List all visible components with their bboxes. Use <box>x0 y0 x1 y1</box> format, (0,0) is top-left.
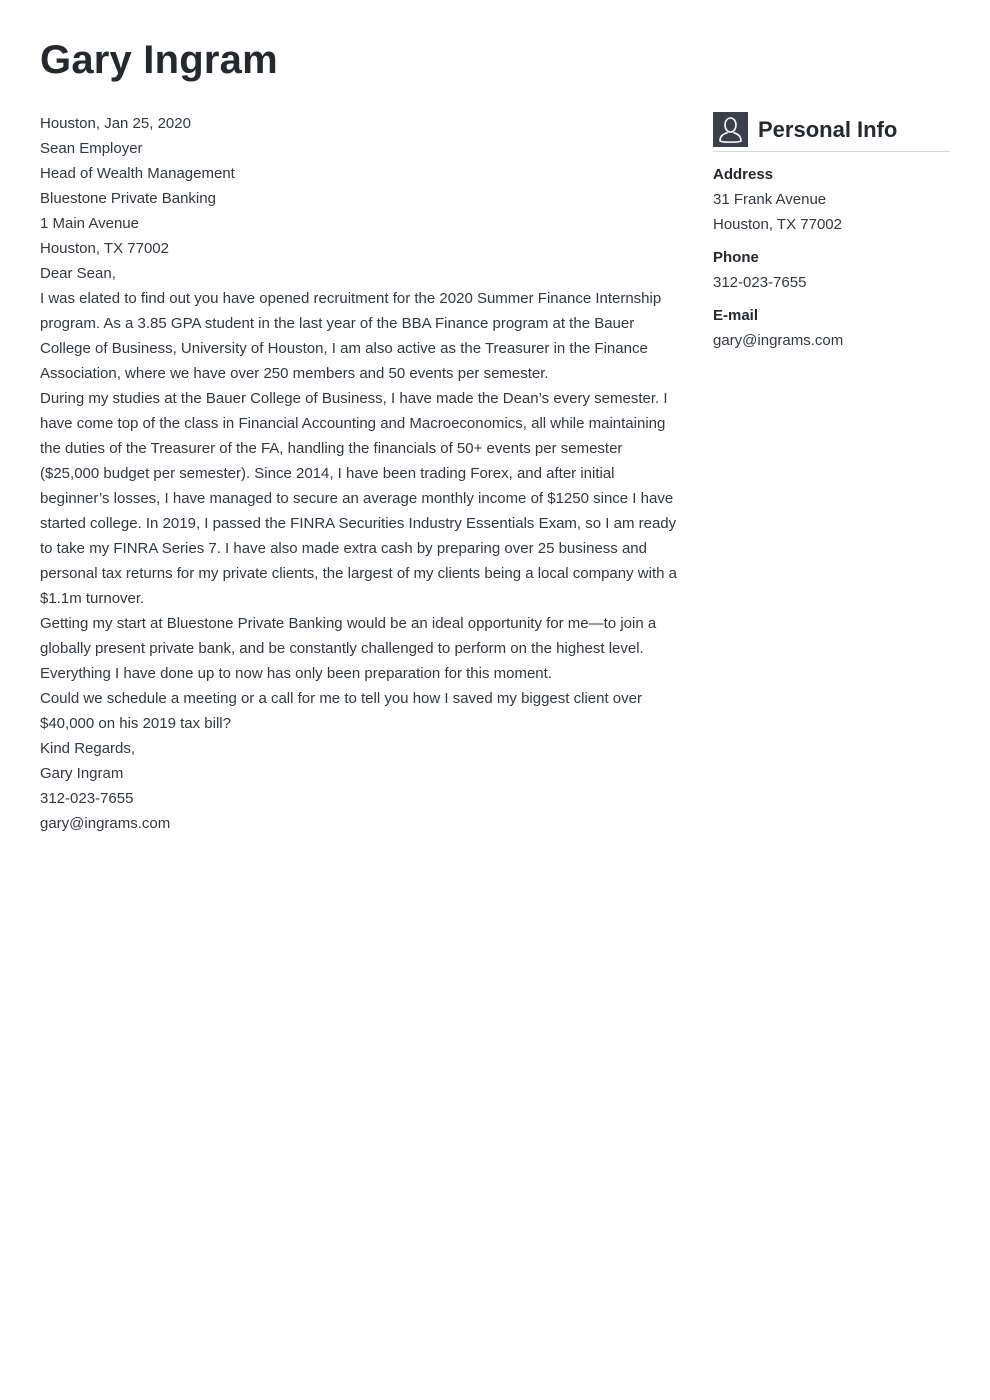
recipient-line: Sean Employer <box>40 140 143 157</box>
recipient-line: Head of Wealth Management <box>40 165 235 182</box>
person-icon <box>713 112 748 147</box>
phone-group <box>713 245 950 295</box>
address-line: 31 Frank Avenue <box>713 191 827 208</box>
address-group <box>713 162 950 237</box>
email-group <box>713 303 950 353</box>
recipient-line: Houston, TX 77002 <box>40 240 169 257</box>
recipient-line: Bluestone Private Banking <box>40 190 216 207</box>
personal-info-header <box>713 112 950 152</box>
personal-info-sidebar <box>713 112 950 353</box>
letter-paragraph: Getting my start at Bluestone Private Banking would be an ideal opportunity for me—to join a globally present private bank, and be constantly challenged to perform on the highest level. Everything I have done up to now has only been preparation for this moment. <box>40 615 657 682</box>
footer-email: gary@ingrams.com <box>40 815 171 832</box>
letter-body <box>40 111 680 836</box>
personal-info-title: Personal Info <box>758 117 898 142</box>
letter-paragraph: I was elated to find out you have opened recruitment for the 2020 Summer Finance Internship program. As a 3.85 GPA student in the last year of the BBA Finance program at the Bauer College of Business, University of Houston, I am also active as the Treasurer in the Finance Association, where we have over 250 members and 50 events per semester. <box>40 290 662 382</box>
salutation: Dear Sean, <box>40 265 116 282</box>
email-label: E-mail <box>713 307 759 324</box>
phone-value: 312-023-7655 <box>713 274 807 291</box>
footer-phone: 312-023-7655 <box>40 790 134 807</box>
signature-name: Gary Ingram <box>40 765 124 782</box>
letter-contact <box>40 786 680 836</box>
recipient-address <box>40 136 680 261</box>
closing-phrase: Kind Regards, <box>40 740 136 757</box>
recipient-line: 1 Main Avenue <box>40 215 139 232</box>
letter-closing <box>40 736 680 786</box>
address-label: Address <box>713 166 774 183</box>
letter-paragraph: Could we schedule a meeting or a call for me to tell you how I saved my biggest client over $40,000 on his 2019 tax bill? <box>40 690 642 732</box>
address-line: Houston, TX 77002 <box>713 216 842 233</box>
email-value: gary@ingrams.com <box>713 332 844 349</box>
letter-paragraph: During my studies at the Bauer College of Business, I have made the Dean’s every semester. I have come top of the class in Financial Accounting and Macroeconomics, all while maintaining the duties of the Treasurer of the FA, handling the financials of 50+ events per semester ($25,000 budget per semester). Since 2014, I have been trading Forex, and after initial beginner’s losses, I have managed to secure an average monthly income of $1250 since I have started college. In 2019, I passed the FINRA Securities Industry Essentials Exam, so I am ready to take my FINRA Series 7. I have also made extra cash by preparing over 25 business and personal tax returns for my private clients, the largest of my clients being a local company with a $1.1m turnover. <box>40 390 677 607</box>
applicant-name: Gary Ingram <box>40 38 278 82</box>
phone-label: Phone <box>713 249 759 266</box>
letter-date: Houston, Jan 25, 2020 <box>40 115 191 132</box>
